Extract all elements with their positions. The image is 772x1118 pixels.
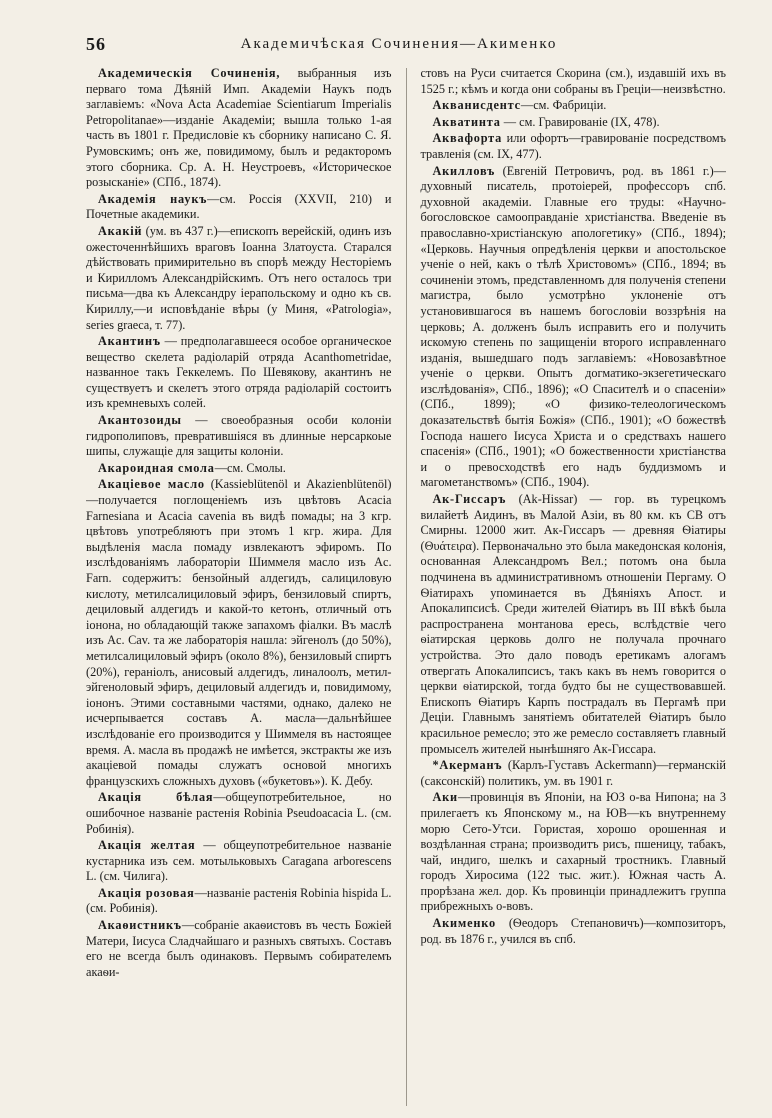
entry-text: —общеупотребительное, но ошибочное названіе растенія Robinia Pseudoacacia L. (см. Робинія). [86, 790, 392, 836]
entry-headword: Акантинъ [98, 334, 161, 349]
entry-text: —см. Россія (XXVII, 210) и Почетные академики. [86, 191, 392, 222]
entry-headword: Ак-Гиссаръ [432, 492, 507, 507]
dictionary-entry [86, 66, 392, 191]
entry-headword: Аквафорта [432, 131, 503, 146]
entry-headword: Акантозоиды [98, 413, 182, 428]
entry-text: —провинція въ Японіи, на ЮЗ о-ва Нипона; на 3 прилегаетъ къ Японскому м., на ЮВ—къ внутреннему морю Сето-Утси. Гористая, хорошо орошенная и воздѣланная страна; производитъ рисъ, пшеницу, табакъ, чай, индиго, шелкъ и сахарный тростникъ. Главный городъ Хиросима (122 тыс. жит.). Южная часть А. прорѣзана жел. дор. Къ провинціи принадлежитъ группа прибрежныхъ о-вовъ. [420, 790, 726, 914]
dictionary-entry [420, 131, 726, 162]
dictionary-entry [86, 918, 392, 980]
entry-headword: *Акерманъ [432, 758, 503, 773]
entry-text: (Kassieblütenöl и Akazienblütenöl)—получается поглощеніемъ изъ цвѣтовъ Acacia Farnesiana и Acacia cavenia въ видѣ помады; на 3 кгр. цвѣтовъ употребляютъ при этомъ 1 кгр. жира. Для выдѣленія масла помаду извлекаютъ эфиромъ. По изслѣдованіямъ лабораторіи Шиммеля масло изъ Ac. Farn. содержитъ: бензойный алдегидъ, салициловую кислоту, метилсалициловый эфиръ, бензиловый спиртъ, дециловый алдегидъ и какой-то кетонъ, отличный отъ іонона, но обладающій также запахомъ фіалки. Въ маслѣ изъ Ac. Cav. та же лабораторія нашла: эйгенолъ (до 50%), метилсалициловый эфиръ (около 8%), бензиловый спиртъ (20%), гераніолъ, анисовый алдегидъ, линалоолъ, метил-эйгеноловый эфиръ, дециловый алдегидъ и, повидимому, іононъ. Этими составными частями, однако, далеко не исчерпывается составъ А. масла—дальнѣйшее изслѣдованіе его производится у Шиммеля въ настоящее время. А. масла въ продажѣ не имѣется, экстракты же изъ акаціевой помады служатъ основой многихъ французскихъ сложныхъ духовъ («букетовъ»). К. Дебу. [86, 477, 392, 788]
dictionary-entry [420, 115, 726, 131]
dictionary-entry [86, 192, 392, 223]
entry-headword: Академическія Сочиненія, [98, 66, 281, 80]
entry-headword: Акаціевое масло [98, 477, 205, 492]
entry-headword: Акація желтая [98, 838, 196, 853]
dictionary-entry [420, 916, 726, 947]
entry-text: или офортъ—гравированіе посредствомъ травленія (см. IX, 477). [420, 131, 726, 161]
dictionary-entry [86, 838, 392, 885]
entry-headword: Акванисдентс [432, 98, 521, 113]
entry-headword: Акименко [432, 916, 496, 931]
entry-text: — см. Гравированіе (IX, 478). [500, 114, 660, 129]
column-divider [406, 68, 407, 1106]
entry-text: (Ak-Hissar) — гор. въ турецкомъ вилайетѣ Аидинъ, въ Малой Азіи, въ 80 км. къ СВ отъ Смирны. 12000 жит. Ак-Гиссаръ — древняя Ѳіатиры (Θυάτειρα). Первоначально это была македонская колонія, основанная Александромъ Вел.; потомъ она была подчинена въ административномъ отношеніи Пергаму. О Ѳіатирахъ упоминается въ Дѣяніяхъ Апост. и Апокалипсисѣ. Среди жителей Ѳіатиръ въ III вѣкѣ была распространена монтанова ересь, вслѣдствіе чего ѳіатирская церковь долго не получала прочнаго устройства. Это дало поводъ еретикамъ алогамъ отвергать Апокалипсисъ, такъ какъ въ немъ говорится о церкви ѳіатирской, тогда будто бы не существовавшей. Епископъ Ѳіатиръ Карпъ пострадалъ въ Пергамѣ при Деціи. Главнымъ занятіемъ обитателей Ѳіатиръ было красильное ремесло; это же ремесло составляетъ главный промыселъ жителей нынѣшняго Ак-Гиссара. [420, 492, 726, 756]
entry-headword: Акація розовая [98, 885, 195, 900]
entry-headword: Академія наукъ [98, 191, 208, 206]
dictionary-entry [420, 492, 726, 757]
page-header [86, 30, 732, 58]
left-column [86, 66, 392, 1106]
entry-text: — предполагавшееся особое органическое вещество скелета радіоларій отряда Acanthometridae, названное такъ Геккелемъ. По Шевякову, акантинъ не существуетъ и скелетъ этого отряда радіоларій состоитъ изъ кремневыхъ солей. [86, 334, 392, 411]
entry-headword: Акаѳистникъ [98, 918, 182, 933]
entry-headword: Акароидная смола [98, 460, 215, 475]
text-columns [86, 66, 726, 1106]
entry-headword: Акація бѣлая [98, 790, 214, 805]
running-title: Академичѣская Сочинения—Акименко [240, 35, 558, 52]
entry-text: — общеупотребительное названіе кустарника изъ сем. мотыльковыхъ Caragana arborescens L. (см. Чилига). [86, 838, 392, 884]
dictionary-entry [86, 790, 392, 837]
entry-text: (Евгеній Петровичъ, род. въ 1861 г.)—духовный писатель, протоіерей, профессоръ спб. духовной академіи. Главные его труды: «Научно-богословское самооправданіе христіанства. Введеніе въ православно-христіанскую апологетику» (СПб., 1894); «Церковь. Научныя опредѣленія церкви и апостольское ученіе о ней, какъ о тѣлѣ Христовомъ» (СПб., 1894; въ сочиненіи этомъ, представленномъ для полученія степени магистра, было усмотрѣно уклоненіе отъ установившагося въ нашемъ богословіи воззрѣнія на церковь; А. долженъ былъ исправить его и получить искомую степень по защищеніи второго исправленнаго изданія, вышедшаго подъ заглавіемъ: «Новозавѣтное ученіе о церкви. Опытъ догматико-экзегетическаго изслѣдованія», СПб., 1896); «О Спасителѣ и о спасеніи» (СПб., 1899); «О физико-телеологическомъ доказательствѣ бытія Божія» (СПб., 1901); «О божествѣ Господа нашего Іисуса Христа и о средствахъ нашего спасенія» (СПб., 1901); «О божественности христіанства и о превосходствѣ его надъ буддизмомъ и магометанствомъ» (СПб., 1904). [420, 163, 726, 490]
page-number: 56 [86, 33, 106, 54]
entry-text: —см. Фабриціи. [520, 98, 607, 113]
entry-text: (ум. въ 437 г.)—епископъ верейскій, одинъ изъ ожесточеннѣйшихъ враговъ Іоанна Златоуста. Старался дѣйствовать примирительно въ спорѣ между Несторіемъ и Кирилломъ Александрійскимъ. Отъ него осталось три письма—два къ Александру іерапольскому и одно къ св. Кириллу,—и исповѣданіе вѣры (у Миня, «Patrologia», series graeca, т. 77). [86, 223, 392, 332]
dictionary-entry [86, 224, 392, 333]
entry-text: — своеобразныя особи колоніи гидрополиповъ, превратившіяся въ длинные нерсаркоые шипы, служащіе для защиты колоніи. [86, 413, 392, 459]
dictionary-entry [86, 477, 392, 789]
entry-text: —названіе растенія Robinia hispida L. (см. Робинія). [86, 885, 392, 916]
dictionary-entry [420, 758, 726, 789]
right-column [420, 66, 726, 1106]
entry-text: —собраніе акаѳистовъ въ честь Божіей Матери, Іисуса Сладчайшаго и разныхъ святыхъ. Составъ его не всегда былъ одинаковъ. Первымъ собирателемъ акаѳи- [86, 918, 392, 979]
dictionary-entry [86, 334, 392, 412]
entry-text: (Ѳеодоръ Степановичъ)—композиторъ, род. въ 1876 г., учился въ спб. [420, 916, 726, 946]
entry-headword: Акилловъ [432, 163, 496, 178]
entry-text: —см. Смолы. [214, 460, 286, 475]
continued-text: стовъ на Руси считается Скорина (см.), издавшій ихъ въ 1525 г.; кѣмъ и когда они собраны въ Греціи—неизвѣстно. [420, 66, 726, 96]
dictionary-entry [420, 98, 726, 114]
dictionary-entry [86, 413, 392, 460]
dictionary-entry [420, 164, 726, 491]
entry-text: выбранныя изъ перваго тома Дѣяній Имп. Академіи Наукъ подъ заглавіемъ: «Nova Acta Academiae Scientiarum Imperialis Petropolitanae»—изданіе Академіи; вышла только 1-ая часть въ 1801 г. Предисловіе къ сборнику написано С. Я. Румовскимъ; онъ же, повидимому, былъ и редакторомъ этого сборника. Ср. А. Н. Неустроевъ, «Историческое розысканіе» (СПб., 1874). [86, 66, 392, 190]
dictionary-entry [420, 790, 726, 915]
dictionary-entry [86, 461, 392, 477]
entry-headword: Акватинта [432, 114, 501, 129]
entry-text: (Карлъ-Густавъ Ackermann)—германскій (саксонскій) политикъ, ум. въ 1901 г. [420, 758, 726, 788]
entry-headword: Акакій [98, 223, 143, 238]
entry-headword: Аки [432, 790, 458, 805]
dictionary-entry [86, 886, 392, 917]
